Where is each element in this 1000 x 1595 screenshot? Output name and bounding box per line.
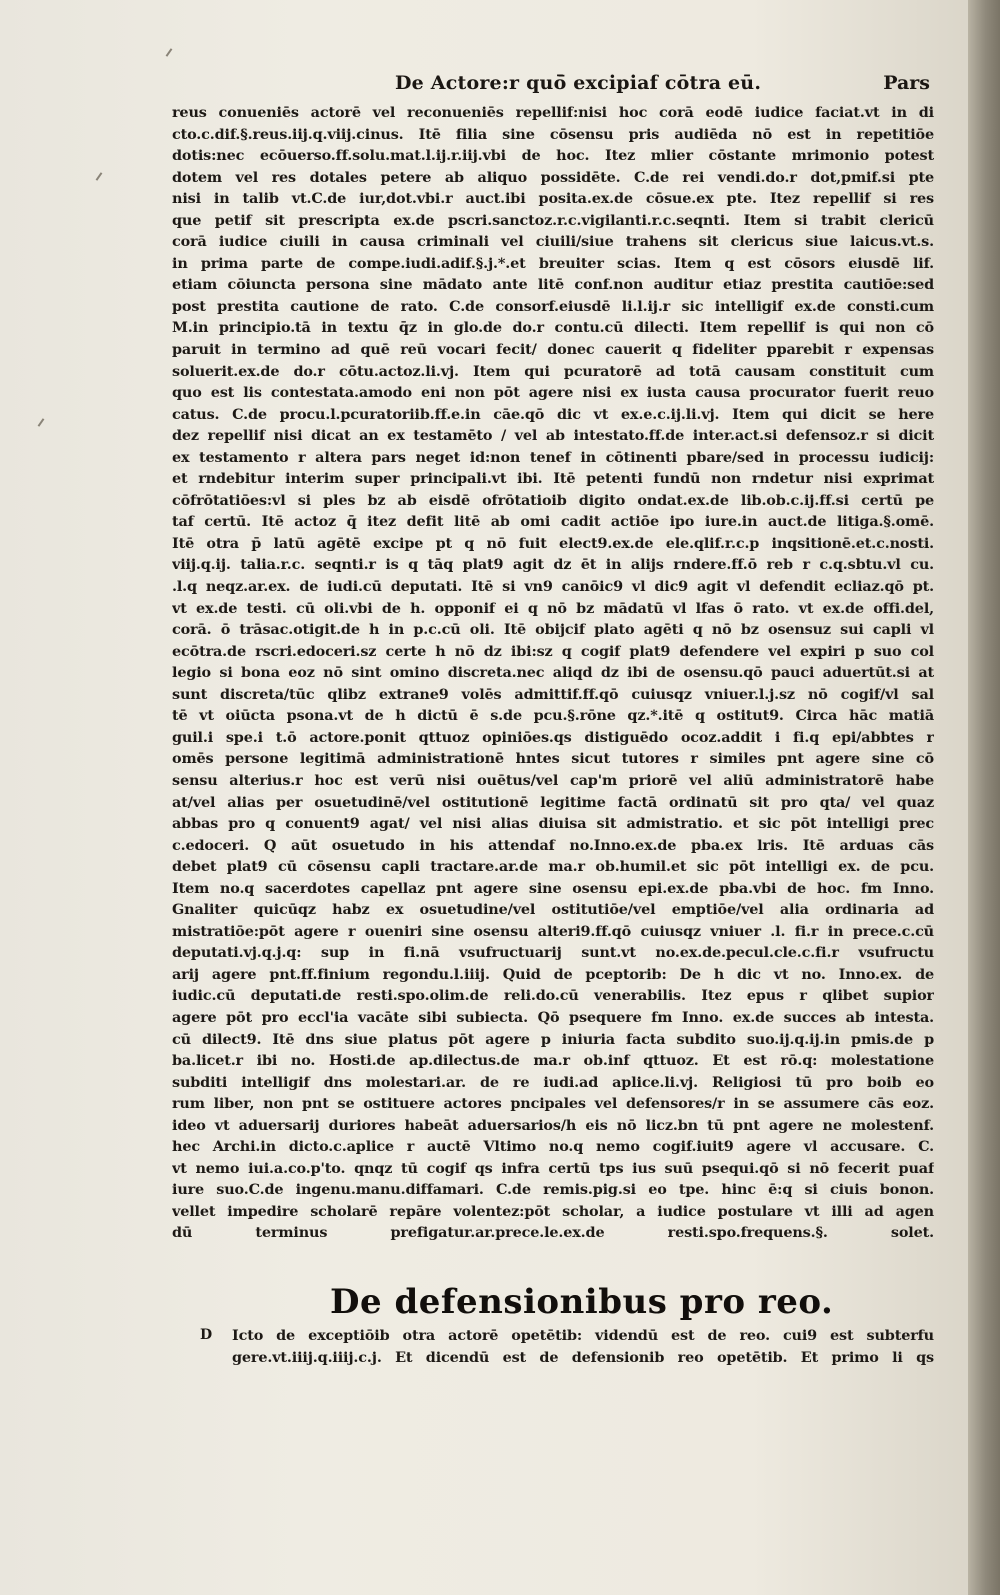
text-line: deputati.vj.q.j.q: sup in fi.nā vsufructuarij sunt.vt no.ex.de.pecul.cle.c.fi.r vsufructu [172,944,934,962]
body-text [172,102,934,1244]
text-line: quo est lis contestata.amodo eni non pōt agere nisi ex iusta causa procurator fuerit reuo [172,384,934,402]
text-line: Icto de exceptiōib otra actorē opetētib: videndū est de reo. cui9 est subterfu [232,1327,934,1344]
text-line: debet plat9 cū cōsensu capli tractare.ar.de ma.r ob.humil.et sic pōt intelligi ex. de pcu. [172,858,934,876]
text-line: dū terminus prefigatur.ar.prece.le.ex.de resti.spo.frequens.§. solet. [172,1224,934,1242]
text-line: que petif sit prescripta ex.de pscri.sanctoz.r.c.vigilanti.r.c.seqnti. Item si trabit clericū [172,211,934,229]
text-line: hec Archi.in dicto.c.aplice r auctē Vltimo no.q nemo cogif.iuit9 agere vl accusare. C. [172,1138,934,1156]
margin-mark [166,48,173,57]
text-line: c.edoceri. Q aūt osuetudo in his attendaf no.Inno.ex.de pba.ex lris. Itē arduas cās [172,836,934,854]
part-label: Pars [883,72,930,94]
text-line: ba.licet.r ibi no. Hosti.de ap.dilectus.de ma.r ob.inf qttuoz. Et est rō.q: molestatione [172,1052,934,1070]
text-line: agere pōt pro eccl'ia vacāte sibi subiecta. Qō psequere fm Inno. ex.de succes ab intesta. [172,1008,934,1026]
text-line: guil.i spe.i t.ō actore.ponit qttuoz opiniōes.qs distiguēdo ocoz.addit i fi.q epi/abbtes r [172,728,934,746]
text-line: tē vt oiūcta psona.vt de h dictū ē s.de pcu.§.rōne qz.*.itē q ostitut9. Circa hāc matiā [172,707,934,725]
section-heading: De defensionibus pro reo. [330,1282,834,1322]
section-body-text [172,1325,934,1368]
text-line: ideo vt aduersarij duriores habeāt aduersarios/h eis nō licz.bn tū pnt agere ne molestenf. [172,1116,934,1134]
text-line: etiam cōiuncta persona sine mādato ante litē conf.non auditur etiaz prestita cautiōe:sed [172,276,934,294]
margin-mark [96,172,103,181]
running-head: De Actore:r quō̄ excipiaf cōtra eū. [395,72,762,94]
text-line: ex testamento r altera pars neget id:non tenef in cōtinenti pbare/sed in processu iudicij: [172,448,934,466]
text-line: sensu alterius.r hoc est verū nisi ouētus/vel cap'm priorē vel aliū administratorē habe [172,771,934,789]
initial-letter: D [200,1327,213,1343]
text-line: reus conueniēs actorē vel reconueniēs repellif:nisi hoc corā eodē iudice faciat.vt in di [172,104,934,121]
text-line: cōfrōtatiōes:vl si ples bz ab eisdē ofrōtatioib digito ondat.ex.de lib.ob.c.ij.ff.si certū pe [172,491,934,509]
text-line: Gnaliter quicūqz habz ex osuetudine/vel ostitutiōe/vel emptiōe/vel alia ordinaria ad [172,901,934,919]
page-binding-edge [968,0,1000,1595]
margin-mark [38,418,45,427]
text-line: post prestita cautione de rato. C.de consorf.eiusdē li.l.ij.r sic intelligif ex.de consti.cum [172,297,934,315]
text-line: dotem vel res dotales petere ab aliquo possidēte. C.de rei vendi.do.r dot,pmif.si pte [172,168,934,186]
text-line: arij agere pnt.ff.finium regondu.l.iiij. Quid de pceptorib: De h dic vt no. Inno.ex. de [172,965,934,983]
text-line: legio si bona eoz nō sint omino discreta.nec aliqd dz ibi de osensu.qō pauci aduertūt.si at [172,664,934,682]
text-line: et rndebitur interim super principali.vt ibi. Itē petenti fundū non rndetur nisi exprimat [172,470,934,488]
text-line: cū dilect9. Itē dns siue platus pōt agere p iniuria facta subdito suo.ij.q.ij.in pmis.de p [172,1030,934,1048]
text-line: in prima parte de compe.iudi.adif.§.j.*.et breuiter scias. Item q est cōsors eiusdē lif. [172,254,934,272]
page-header [170,72,930,96]
text-line: subditi intelligif dns molestari.ar. de re iudi.ad aplice.li.vj. Religiosi tū pro boib eo [172,1073,934,1091]
text-line: soluerit.ex.de do.r cōtu.actoz.li.vj. Item qui pcuratorē ad totā causam constituit cum [172,362,934,380]
text-line: dez repellif nisi dicat an ex testamēto / vel ab intestato.ff.de inter.act.si defensoz.r si dicit [172,427,934,445]
text-line: dotis:nec ecōuerso.ff.solu.mat.l.ij.r.iij.vbi de hoc. Itez mlier cōstante mrimonio potest [172,147,934,165]
text-line: Item no.q sacerdotes capellaz pnt agere sine osensu epi.ex.de pba.vbi de hoc. fm Inno. [172,879,934,897]
text-line: abbas pro q conuent9 agat/ vel nisi alias diuisa sit admistratio. et sic pōt intelligi prec [172,815,934,833]
text-line: ecōtra.de rscri.edoceri.sz certe h nō dz ibi:sz q cogif plat9 defendere vel expiri p suo col [172,642,934,660]
text-line: M.in principio.tā in textu q̄z in glo.de do.r contu.cū dilecti. Item repellif is qui non cō [172,319,934,337]
text-line: vellet impedire scholarē repāre volentez:pōt scholar, a iudice postulare vt illi ad agen [172,1202,934,1220]
text-line: gere.vt.iiij.q.iiij.c.j. Et dicendū est de defensionib reo opetētib. Et primo li qs [232,1348,934,1366]
text-line: Itē otra p̄ latū agētē excipe pt q nō fuit elect9.ex.de ele.qlif.r.c.p inqsitionē.et.c.nosti. [172,534,934,552]
text-line: viij.q.ij. talia.r.c. seqnti.r is q tāq plat9 agit dz ēt in alijs rndere.ff.ō reb r c.q.sbtu.vl cu. [172,556,934,574]
text-line: corā. ō trāsac.otigit.de h in p.c.cū oli. Itē obijcif plato agēti q nō bz osensuz sui capli vl [172,621,934,639]
text-line: iure suo.C.de ingenu.manu.diffamari. C.de remis.pig.si eo tpe. hinc ē:q si ciuis bonon. [172,1181,934,1199]
text-line: .l.q neqz.ar.ex. de iudi.cū deputati. Itē si vn9 canōic9 vl dic9 agit vl defendit ecliaz.qō pt. [172,578,934,596]
text-line: vt nemo iui.a.co.p'to. qnqz tū cogif qs infra certū tps ius suū psequi.qō si nō fecerit puaf [172,1159,934,1177]
text-line: vt ex.de testi. cū oli.vbi de h. opponif ei q nō bz mādatū vl lfas ō rato. vt ex.de offi.del, [172,599,934,617]
text-line: nisi in talib vt.C.de iur,dot.vbi.r auct.ibi posita.ex.de cōsue.ex pte. Itez repellif si res [172,190,934,208]
text-line: paruit in termino ad quē reū vocari fecit/ donec cauerit q fideliter pparebit r expensas [172,341,934,359]
text-line: cto.c.dif.§.reus.iij.q.viij.cinus. Itē filia sine cōsensu pris audiēda nō est in repetitiōe [172,125,934,143]
text-line: mistratiōe:pōt agere r oueniri sine osensu alteri9.ff.qō cuiusqz vniuer .l. fi.r in prece.c.cū [172,922,934,940]
text-line: rum liber, non pnt se ostituere actores pncipales vel defensores/r in se assumere cās eoz. [172,1095,934,1113]
text-line: iudic.cū deputati.de resti.spo.olim.de reli.do.cū venerabilis. Itez epus r qlibet supior [172,987,934,1005]
text-line: sunt discreta/tūc qlibz extrane9 volēs admittif.ff.qō cuiusqz vniuer.l.j.sz nō cogif/vl sal [172,685,934,703]
text-line: catus. C.de procu.l.pcuratoriib.ff.e.in cāe.qō dic vt ex.e.c.ij.li.vj. Item qui dicit se here [172,405,934,423]
text-line: corā iudice ciuili in causa criminali vel ciuili/siue trahens sit clericus siue laicus.vt.s. [172,233,934,251]
text-line: at/vel alias per osuetudinē/vel ostitutionē legitime factā ordinatū sit pro qta/ vel quaz [172,793,934,811]
text-line: omēs persone legitimā administrationē hntes sicut tutores r similes pnt agere sine cō [172,750,934,768]
text-line: taf certū. Itē actoz q̄ itez defit litē ab omi cadit actiōe ipo iure.in auct.de litiga.§.omē. [172,513,934,531]
